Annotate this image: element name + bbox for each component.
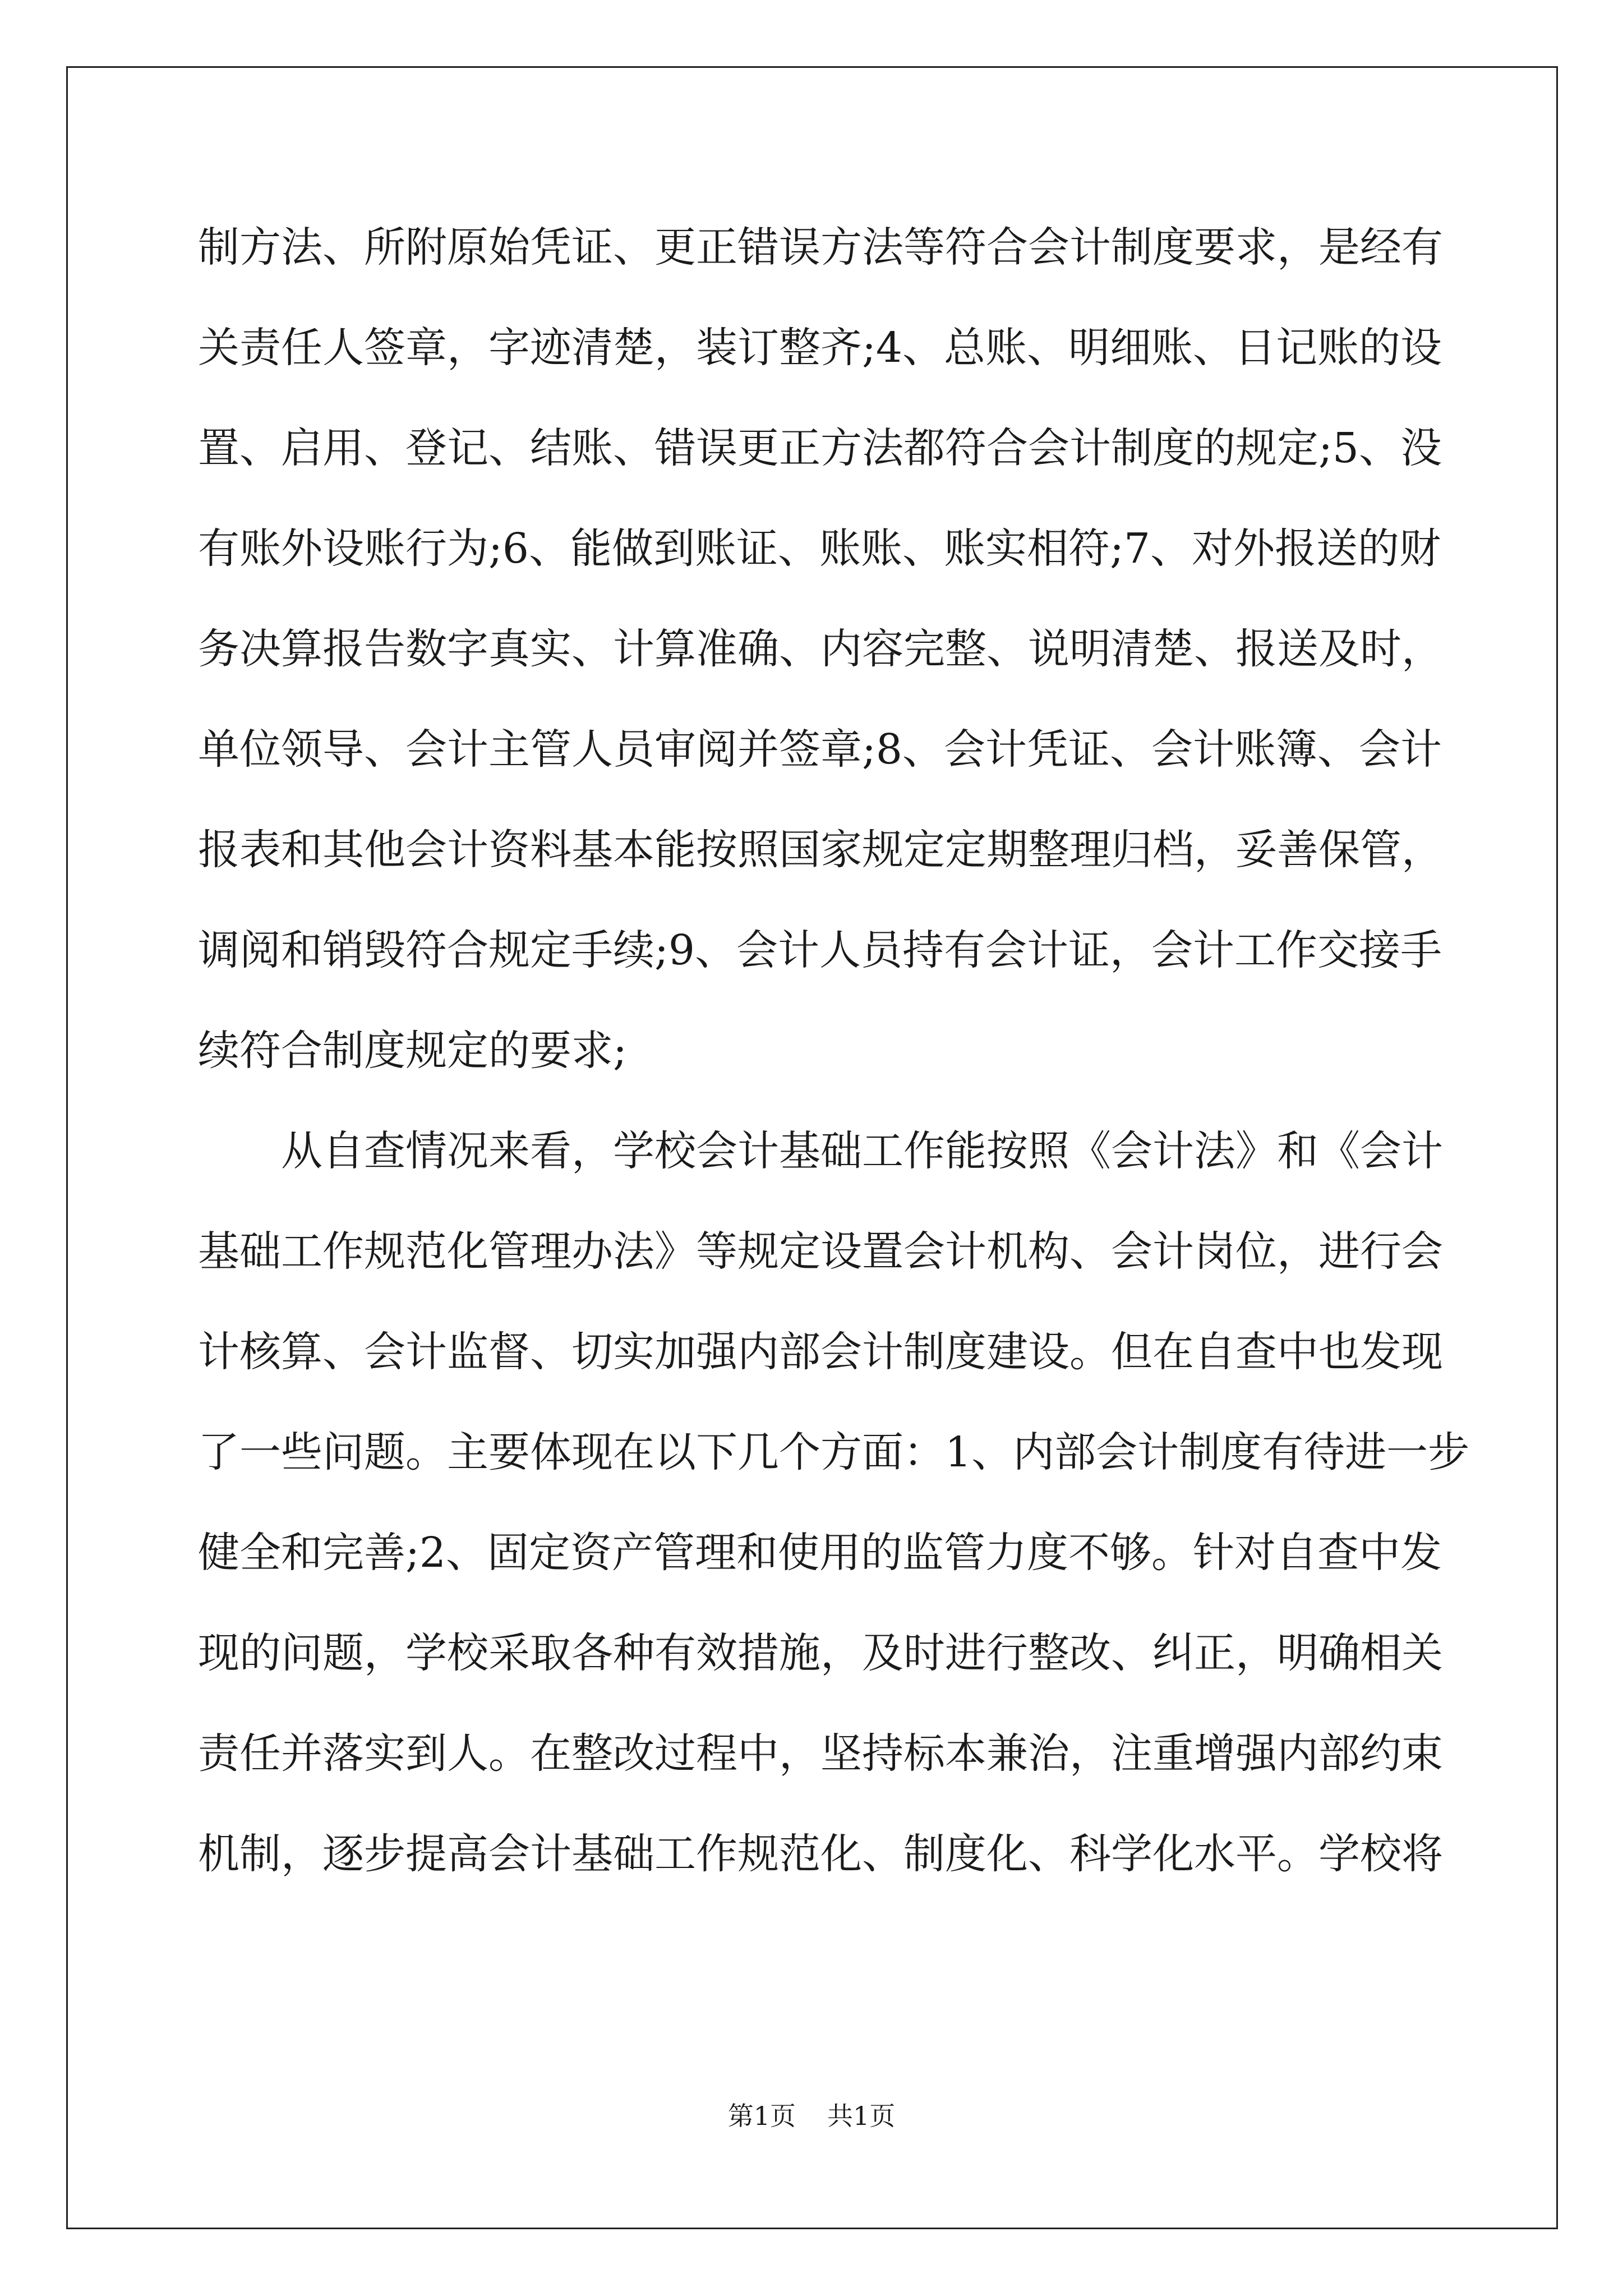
text-line: 基础工作规范化管理办法》等规定设置会计机构、会计岗位，进行会 — [198, 1227, 1443, 1276]
paragraph-first-line: 从自查情况来看，学校会计基础工作能按照《会计法》和《会计 — [281, 1127, 1443, 1175]
text-line: 制方法、所附原始凭证、更正错误方法等符合会计制度要求，是经有 — [198, 223, 1443, 272]
text-line: 务决算报告数字真实、计算准确、内容完整、说明清楚、报送及时， — [198, 625, 1443, 673]
text-line: 了一些问题。主要体现在以下几个方面：1、内部会计制度有待进一步 — [198, 1428, 1470, 1476]
text-line: 单位领导、会计主管人员审阅并签章;8、会计凭证、会计账簿、会计 — [198, 725, 1442, 774]
text-line: 关责任人签章，字迹清楚，装订整齐;4、总账、明细账、日记账的设 — [198, 324, 1442, 372]
text-line: 有账外设账行为;6、能做到账证、账账、账实相符;7、对外报送的财 — [198, 524, 1441, 573]
text-line: 续符合制度规定的要求; — [198, 1027, 627, 1075]
text-line: 机制，逐步提高会计基础工作规范化、制度化、科学化水平。学校将 — [198, 1830, 1443, 1878]
page-footer — [0, 2099, 1623, 2133]
text-line: 健全和完善;2、固定资产管理和使用的监管力度不够。针对自查中发 — [198, 1529, 1442, 1577]
text-line: 调阅和销毁符合规定手续;9、会计人员持有会计证，会计工作交接手 — [198, 926, 1442, 974]
page-total: 共1页 — [827, 2101, 896, 2131]
document-body — [198, 197, 1470, 1904]
text-line: 责任并落实到人。在整改过程中，坚持标本兼治，注重增强内部约束 — [198, 1729, 1443, 1778]
text-line: 报表和其他会计资料基本能按照国家规定定期整理归档，妥善保管， — [198, 826, 1443, 874]
text-line: 置、启用、登记、结账、错误更正方法都符合会计制度的规定;5、没 — [198, 424, 1442, 472]
text-line: 现的问题，学校采取各种有效措施，及时进行整改、纠正，明确相关 — [198, 1629, 1443, 1677]
text-line: 计核算、会计监督、切实加强内部会计制度建设。但在自查中也发现 — [198, 1328, 1443, 1376]
page-number: 第1页 — [727, 2101, 796, 2131]
